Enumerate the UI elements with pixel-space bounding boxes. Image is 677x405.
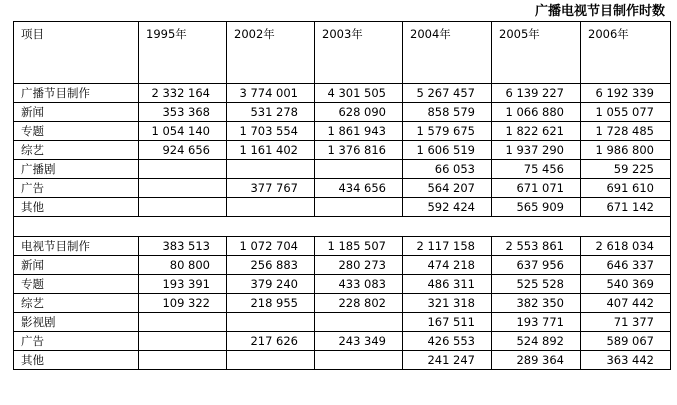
value-cell: 228 802 [315,294,403,313]
table-title: 广播电视节目制作时数 [534,4,665,19]
year-header: 2006年 [581,22,671,84]
header-row [14,22,671,84]
value-cell: 1 703 554 [227,122,315,141]
value-cell: 858 579 [403,103,492,122]
value-cell: 353 368 [139,103,227,122]
value-cell: 75 456 [492,160,581,179]
tv-row [14,313,671,332]
value-cell: 5 267 457 [403,84,492,103]
value-cell: 565 909 [492,198,581,217]
value-cell: 1 937 290 [492,141,581,160]
value-cell: 379 240 [227,275,315,294]
value-cell: 589 067 [581,332,671,351]
value-cell: 540 369 [581,275,671,294]
value-cell: 71 377 [581,313,671,332]
tv-row [14,256,671,275]
value-cell [315,351,403,370]
value-cell: 671 142 [581,198,671,217]
radio-row [14,103,671,122]
value-cell: 525 528 [492,275,581,294]
radio-row [14,179,671,198]
value-cell: 243 349 [315,332,403,351]
row-label: 综艺 [14,294,139,313]
value-cell: 6 192 339 [581,84,671,103]
tv-row [14,332,671,351]
value-cell: 109 322 [139,294,227,313]
value-cell: 486 311 [403,275,492,294]
value-cell: 321 318 [403,294,492,313]
tv-row [14,237,671,256]
value-cell [227,198,315,217]
year-header: 2002年 [227,22,315,84]
value-cell: 363 442 [581,351,671,370]
value-cell: 3 774 001 [227,84,315,103]
year-header: 1995年 [139,22,227,84]
value-cell: 524 892 [492,332,581,351]
value-cell: 1 606 519 [403,141,492,160]
row-label: 影视剧 [14,313,139,332]
radio-row [14,84,671,103]
value-cell [139,160,227,179]
value-cell [139,313,227,332]
value-cell: 2 618 034 [581,237,671,256]
value-cell: 1 066 880 [492,103,581,122]
value-cell: 167 511 [403,313,492,332]
table-body [14,22,671,370]
value-cell [227,160,315,179]
value-cell: 59 225 [581,160,671,179]
value-cell: 217 626 [227,332,315,351]
value-cell: 1 986 800 [581,141,671,160]
value-cell [227,313,315,332]
value-cell: 407 442 [581,294,671,313]
year-header: 2005年 [492,22,581,84]
value-cell: 256 883 [227,256,315,275]
value-cell: 66 053 [403,160,492,179]
value-cell [227,351,315,370]
tv-row [14,275,671,294]
value-cell: 646 337 [581,256,671,275]
value-cell [315,160,403,179]
year-header: 2003年 [315,22,403,84]
value-cell: 241 247 [403,351,492,370]
value-cell: 592 424 [403,198,492,217]
radio-row [14,122,671,141]
value-cell: 383 513 [139,237,227,256]
tv-row [14,294,671,313]
value-cell: 218 955 [227,294,315,313]
radio-row [14,141,671,160]
value-cell: 1 376 816 [315,141,403,160]
value-cell: 1 055 077 [581,103,671,122]
radio-row [14,198,671,217]
tv-row [14,351,671,370]
value-cell [139,198,227,217]
row-label: 电视节目制作 [14,237,139,256]
value-cell: 1 054 140 [139,122,227,141]
value-cell: 280 273 [315,256,403,275]
value-cell: 637 956 [492,256,581,275]
value-cell: 193 771 [492,313,581,332]
statistics-table [13,21,671,370]
value-cell [139,351,227,370]
row-label: 专题 [14,122,139,141]
value-cell: 671 071 [492,179,581,198]
row-label: 广播节目制作 [14,84,139,103]
value-cell: 2 332 164 [139,84,227,103]
value-cell: 691 610 [581,179,671,198]
value-cell: 4 301 505 [315,84,403,103]
value-cell: 382 350 [492,294,581,313]
value-cell: 1 072 704 [227,237,315,256]
value-cell [139,332,227,351]
value-cell: 2 553 861 [492,237,581,256]
value-cell: 1 161 402 [227,141,315,160]
value-cell: 924 656 [139,141,227,160]
value-cell: 434 656 [315,179,403,198]
value-cell [315,313,403,332]
header-label: 项目 [14,22,139,84]
row-label: 新闻 [14,256,139,275]
value-cell [315,198,403,217]
row-label: 其他 [14,351,139,370]
value-cell: 1 822 621 [492,122,581,141]
value-cell [139,179,227,198]
value-cell: 564 207 [403,179,492,198]
value-cell: 433 083 [315,275,403,294]
value-cell: 1 579 675 [403,122,492,141]
value-cell: 426 553 [403,332,492,351]
row-label: 广告 [14,179,139,198]
value-cell: 628 090 [315,103,403,122]
row-label: 广告 [14,332,139,351]
row-label: 新闻 [14,103,139,122]
row-label: 其他 [14,198,139,217]
value-cell: 1 728 485 [581,122,671,141]
radio-row [14,160,671,179]
value-cell: 6 139 227 [492,84,581,103]
row-label: 广播剧 [14,160,139,179]
value-cell: 193 391 [139,275,227,294]
value-cell: 289 364 [492,351,581,370]
value-cell: 474 218 [403,256,492,275]
value-cell: 531 278 [227,103,315,122]
value-cell: 377 767 [227,179,315,198]
row-label: 专题 [14,275,139,294]
year-header: 2004年 [403,22,492,84]
value-cell: 80 800 [139,256,227,275]
section-spacer [14,217,671,237]
value-cell: 1 185 507 [315,237,403,256]
row-label: 综艺 [14,141,139,160]
value-cell: 2 117 158 [403,237,492,256]
spacer-cell [14,217,671,237]
value-cell: 1 861 943 [315,122,403,141]
